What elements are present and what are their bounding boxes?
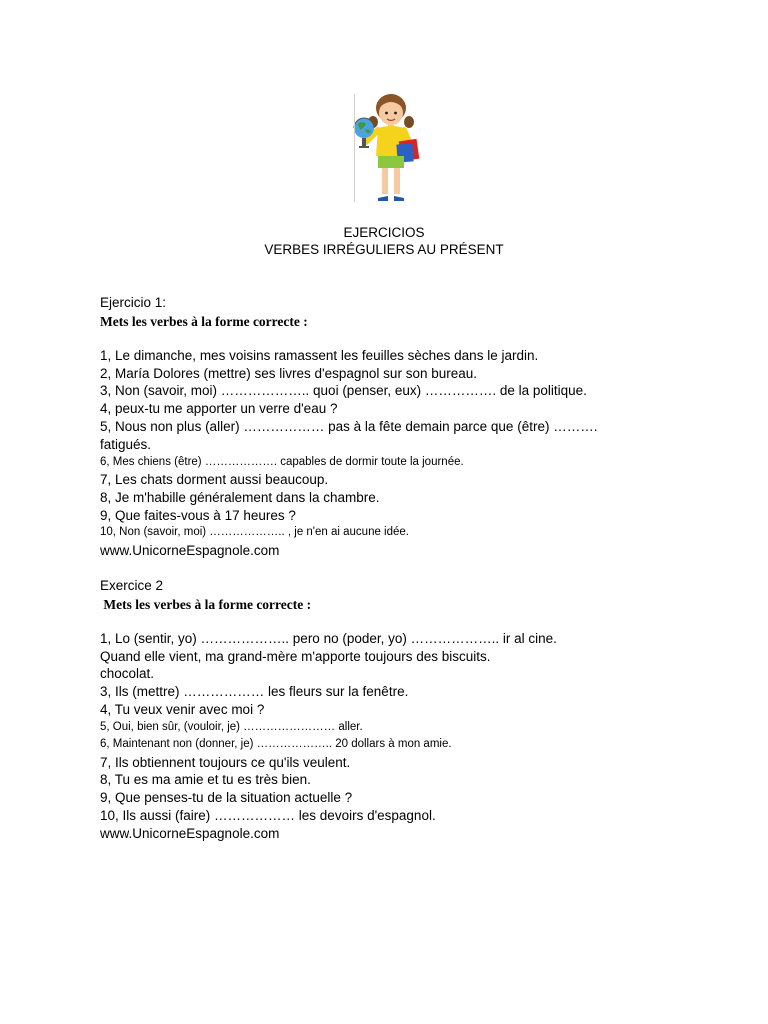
- exercise-line: 7, Les chats dorment aussi beaucoup.: [100, 471, 329, 487]
- exercise-line: chocolat.: [100, 666, 155, 682]
- exercise-line: 8, Tu es ma amie et tu es très bien.: [100, 772, 311, 788]
- girl-icon: [352, 92, 428, 206]
- exercise-line: 5, Oui, bien sûr, (vouloir, je) …………………… aller.: [100, 720, 363, 733]
- exercise-line: 9, Que penses-tu de la situation actuelle ?: [100, 790, 353, 806]
- exercise-line: 5, Nous non plus (aller) ……………… pas à la fête demain parce que (être) ……….: [100, 418, 598, 434]
- worksheet-titles: [0, 224, 768, 258]
- exercise-line: fatigués.: [100, 436, 152, 452]
- exercise-line: 8, Je m'habille généralement dans la chambre.: [100, 489, 380, 505]
- exercise-1-instruction: Mets les verbes à la forme correcte :: [100, 313, 308, 329]
- exercise-2-lines: [100, 630, 720, 843]
- exercise-2-instruction: Mets les verbes à la forme correcte :: [100, 596, 312, 612]
- girl-with-globe-illustration: [352, 92, 428, 206]
- exercise-line: 1, Lo (sentir, yo) ……………….. pero no (poder, yo) ……………….. ir al cine.: [100, 630, 557, 646]
- illustration-border: [354, 94, 355, 202]
- exercise-line: 10, Non (savoir, moi) ……………….. , je n'en ai aucune idée.: [100, 526, 409, 539]
- page-title: EJERCICIOS: [343, 225, 425, 240]
- exercise-1-heading: Ejercicio 1:: [100, 295, 167, 310]
- exercise-2-section: [100, 577, 720, 843]
- website-url: www.UnicorneEspagnole.com: [100, 542, 280, 558]
- exercise-line: 3, Ils (mettre) ……………… les fleurs sur la fenêtre.: [100, 684, 409, 700]
- website-url: www.UnicorneEspagnole.com: [100, 825, 280, 841]
- exercise-line: 6, Maintenant non (donner, je) ……………….. 20 dollars à mon amie.: [100, 738, 452, 751]
- exercise-line: Quand elle vient, ma grand-mère m'apporte toujours des biscuits.: [100, 648, 491, 664]
- exercise-line: 6, Mes chiens (être) ………………. capables de dormir toute la journée.: [100, 455, 464, 468]
- exercise-line: 4, Tu veux venir avec moi ?: [100, 701, 265, 717]
- page-subtitle: VERBES IRRÉGULIERS AU PRÉSENT: [264, 242, 504, 257]
- exercise-line: 10, Ils aussi (faire) ……………… les devoirs d'espagnol.: [100, 807, 436, 823]
- exercise-1-lines: [100, 347, 720, 560]
- exercise-2-heading: Exercice 2: [100, 578, 164, 593]
- exercise-line: 7, Ils obtiennent toujours ce qu'ils veulent.: [100, 754, 351, 770]
- exercise-line: 9, Que faites-vous à 17 heures ?: [100, 507, 296, 523]
- exercise-1-section: [100, 294, 720, 560]
- exercise-line: 3, Non (savoir, moi) ……………….. quoi (penser, eux) ……………. de la politique.: [100, 383, 587, 399]
- exercise-line: 2, María Dolores (mettre) ses livres d'espagnol sur son bureau.: [100, 365, 477, 381]
- exercise-line: 1, Le dimanche, mes voisins ramassent les feuilles sèches dans le jardin.: [100, 347, 539, 363]
- exercise-line: 4, peux-tu me apporter un verre d'eau ?: [100, 401, 338, 417]
